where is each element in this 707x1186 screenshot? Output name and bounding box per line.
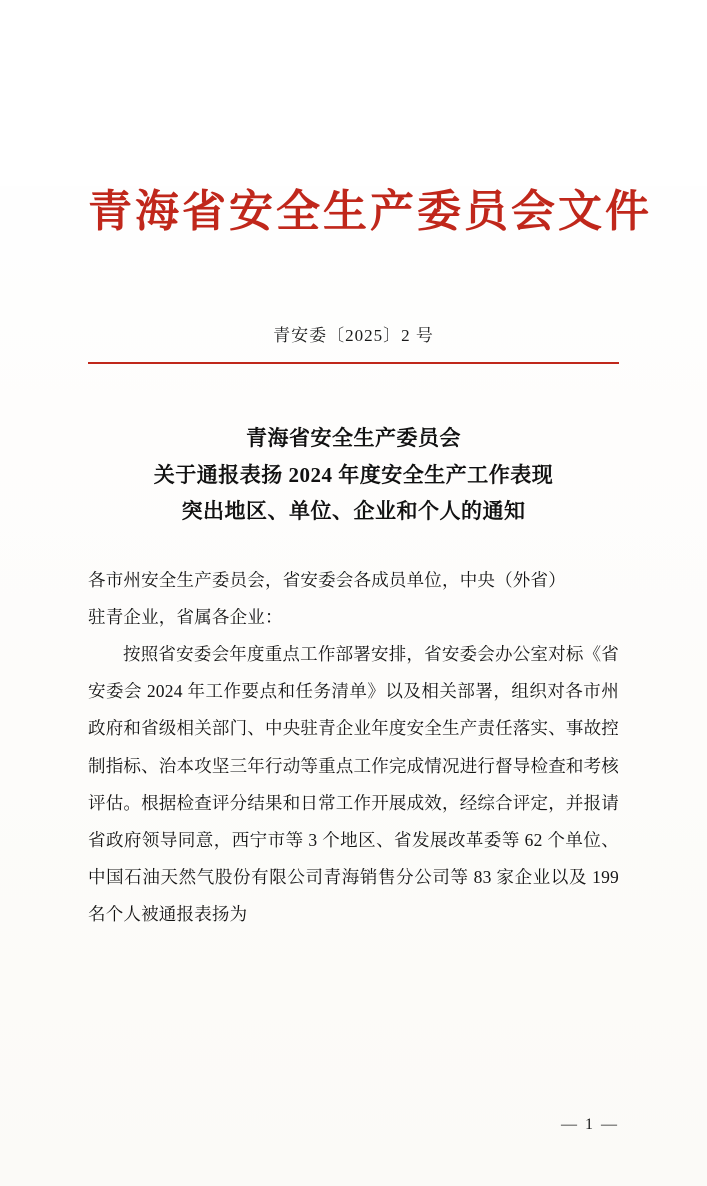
document-number: 青安委〔2025〕2 号 — [273, 325, 434, 345]
body-paragraph-1: 按照省安委会年度重点工作部署安排，省安委会办公室对标《省安委会 2024 年工作要点和任务清单》以及相关部署，组织对各市州政府和省级相关部门、中央驻青企业年度安全生产责任落实、事故控制指标、治本攻坚三年行动等重点工作完成情况进行督导检查和考核评估。根据检查评分结果和日常工作开展成效，经综合评定，并报请省政府领导同意，西宁市等 3 个地区、省发展改革委等 62 个单位、中国石油天然气股份有限公司青海销售分公司等 83 家企业以及 199 名个人被通报表扬为 — [88, 644, 619, 924]
document-body — [88, 562, 619, 933]
red-divider-rule — [88, 362, 619, 364]
title-line-3: 突出地区、单位、企业和个人的通知 — [181, 499, 526, 524]
salutation-line-2: 驻青企业，省属各企业： — [88, 607, 283, 628]
document-title — [88, 420, 619, 530]
document-masthead: 青海省安全生产委员会文件 — [88, 187, 652, 236]
document-content — [0, 186, 707, 933]
document-page — [0, 186, 707, 1186]
salutation-line-1: 各市州安全生产委员会，省安委会各成员单位，中央（外省） — [88, 570, 566, 591]
page-number: — 1 — — [561, 1116, 619, 1133]
title-line-1: 青海省安全生产委员会 — [246, 425, 461, 450]
title-line-2: 关于通报表扬 2024 年度安全生产工作表现 — [153, 462, 554, 487]
